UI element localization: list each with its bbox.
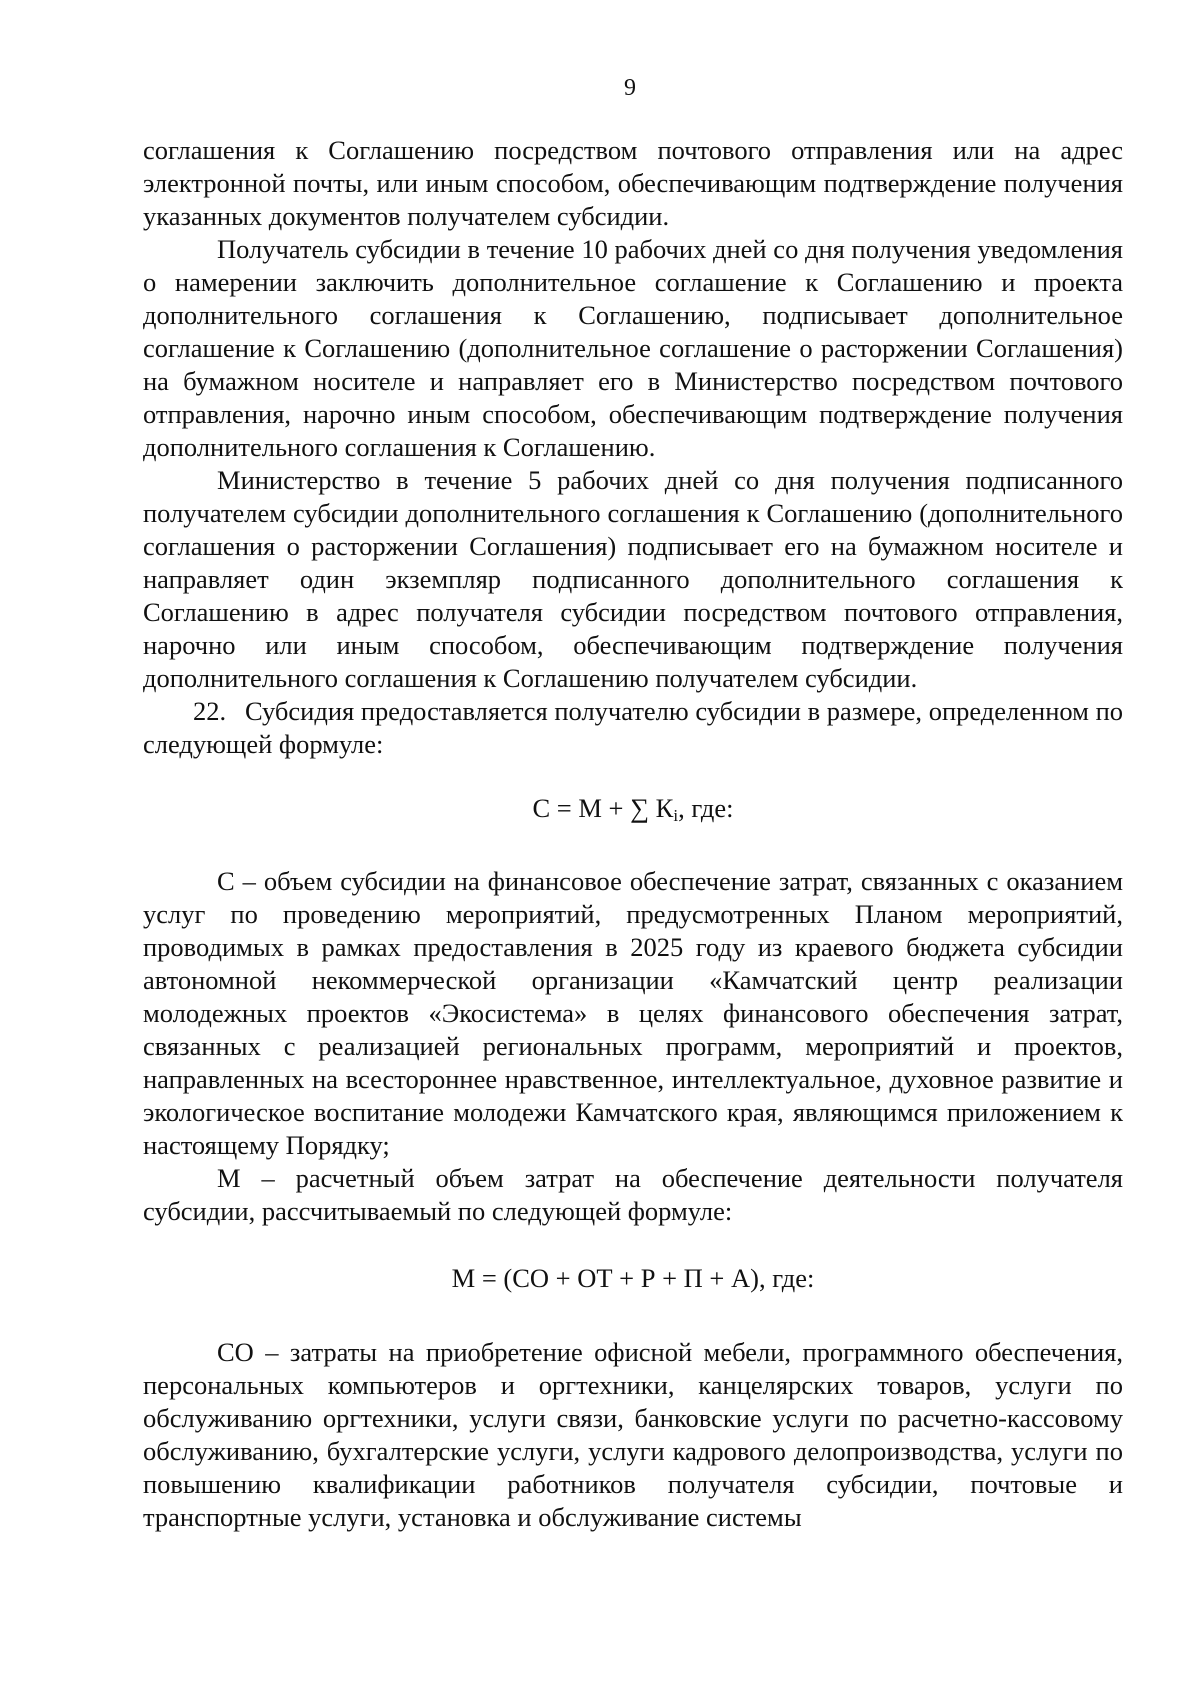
paragraph-definition-c: С – объем субсидии на финансовое обеспечение затрат, связанных с оказанием услуг по проведению мероприятий, предусмотренных Планом мероприятий, проводимых в рамках предоставления в 2025 году из краевого бюджета субсидии автономной некоммерческой организации «Камчатский центр реализации молодежных проектов «Экосистема» в целях финансового обеспечения затрат, связанных с реализацией региональных программ, мероприятий и проектов, направленных на всестороннее нравственное, интеллектуальное, духовное развитие и экологическое воспитание молодежи Камчатского края, являющимся приложением к настоящему Порядку;: [143, 866, 1123, 1160]
document-body: [143, 134, 1123, 1534]
paragraph-recipient-signing: Получатель субсидии в течение 10 рабочих дней со дня получения уведомления о намерении заключить дополнительное соглашение к Соглашению и проекта дополнительного соглашения к Соглашению, подписывает дополнительное соглашение к Соглашению (дополнительное соглашение о расторжении Соглашения) на бумажном носителе и направляет его в Министерство посредством почтового отправления, нарочно иным способом, обеспечивающим подтверждение получения дополнительного соглашения к Соглашению.: [143, 234, 1123, 462]
paragraph-item-22: [143, 695, 1123, 761]
formula-subsidy-tail: , где:: [678, 793, 734, 823]
paragraph-definition-m: М – расчетный объем затрат на обеспечение деятельности получателя субсидии, рассчитываемый по следующей формуле:: [143, 1163, 1123, 1226]
formula-costs: М = (СО + ОТ + Р + П + А), где:: [451, 1263, 815, 1293]
formula-subsidy-main: С = М + ∑ К: [532, 793, 674, 823]
paragraph-ministry-signing: Министерство в течение 5 рабочих дней со дня получения подписанного получателем субсидии дополнительного соглашения к Соглашению (дополнительного соглашения о расторжении Соглашения) подписывает его на бумажном носителе и направляет один экземпляр подписанного дополнительного соглашения к Соглашению в адрес получателя субсидии посредством почтового отправления, нарочно или иным способом, обеспечивающим подтверждение получения дополнительного соглашения к Соглашению получателем субсидии.: [143, 465, 1123, 693]
page-number: 9: [624, 75, 636, 101]
paragraph-continuation: соглашения к Соглашению посредством почтового отправления или на адрес электронной почты, или иным способом, обеспечивающим подтверждение получения указанных документов получателем субсидии.: [143, 135, 1123, 231]
formula-subsidy-subscript: i: [673, 806, 679, 825]
paragraph-definition-co: СО – затраты на приобретение офисной мебели, программного обеспечения, персональных компьютеров и оргтехники, канцелярских товаров, услуги по обслуживанию оргтехники, услуги связи, банковские услуги по расчетно-кассовому обслуживанию, бухгалтерские услуги, услуги кадрового делопроизводства, услуги по повышению квалификации работников получателя субсидии, почтовые и транспортные услуги, установка и обслуживание системы: [143, 1337, 1123, 1532]
formula-subsidy: [143, 792, 1123, 825]
item-number: 22.: [193, 696, 227, 726]
item-22-text: Субсидия предоставляется получателю субсидии в размере, определенном по следующей формуле:: [143, 696, 1123, 759]
